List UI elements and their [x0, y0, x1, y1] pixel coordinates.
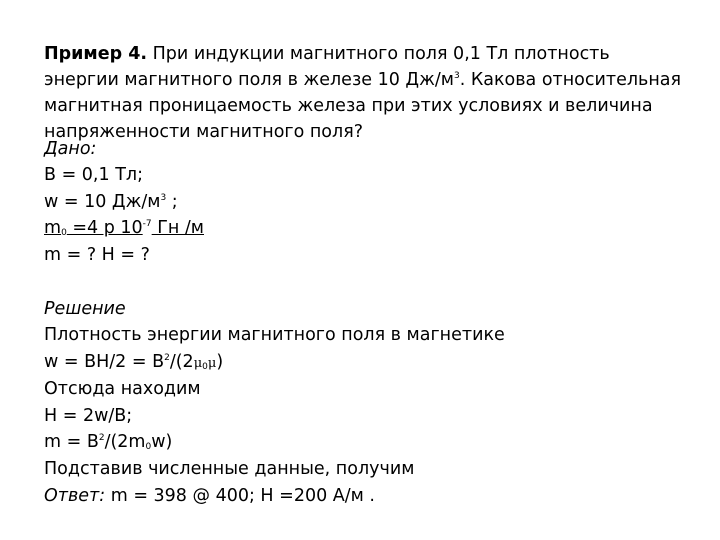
answer-text: m = 398 @ 400; H =200 А/м .: [105, 486, 375, 506]
given-mu0-value: =4 p 10: [66, 218, 143, 238]
m-formula-part-a: m = B: [44, 432, 99, 452]
formula1-mu: μ: [207, 356, 217, 371]
answer-label: Ответ:: [44, 486, 106, 506]
solution-intro: Плотность энергии магнитного поля в магнетике: [44, 325, 505, 345]
formula1-mu0-subscript: 0: [202, 362, 208, 372]
given-unknowns: m = ? H = ?: [44, 245, 150, 265]
given-w-superscript: 3: [160, 193, 167, 203]
formula1-superscript: 2: [164, 353, 170, 363]
given-mu0-exponent: -7: [142, 219, 152, 229]
problem-text: При индукции магнитного поля 0,1 Тл плотность энергии магнитного поля в железе 10 Дж/м: [44, 44, 610, 90]
solution-heading: Решение: [44, 299, 126, 319]
given-mu0-unit: Гн /м: [151, 218, 204, 238]
solution-from-here: Отсюда находим: [44, 379, 201, 399]
m-formula-subscript: 0: [145, 442, 152, 452]
problem-text-superscript: 3: [453, 71, 460, 81]
formula1-part-b: /(2: [169, 352, 194, 372]
m-formula-part-b: /(2m: [104, 432, 146, 452]
formula1-mu0: μ: [193, 356, 203, 371]
given-b-line: B = 0,1 Тл;: [44, 165, 143, 185]
m-formula-superscript: 2: [98, 433, 105, 443]
formula1-part-a: w = BH/2 = B: [44, 352, 165, 372]
given-w-tail: ;: [166, 192, 178, 212]
given-mu0-line: [44, 215, 204, 241]
given-mu0-subscript: 0: [61, 228, 67, 238]
solution-m-formula: [44, 429, 172, 455]
problem-text-end: . Какова относительная магнитная проницаемость железа при этих условиях и величина напряженности магнитного поля?: [44, 70, 682, 142]
formula1-part-c: ): [216, 352, 224, 372]
given-heading: Дано:: [44, 139, 97, 159]
m-formula-part-c: w): [151, 432, 173, 452]
given-w-text: w = 10 Дж/м: [44, 192, 161, 212]
problem-statement: [44, 41, 684, 145]
solution-h-formula: H = 2w/B;: [44, 406, 133, 426]
example-label: Пример 4.: [44, 44, 148, 64]
solution-answer: [44, 483, 375, 509]
given-w-line: [44, 189, 178, 215]
solution-substituting: Подставив численные данные, получим: [44, 459, 415, 479]
given-mu0-symbol: [44, 218, 67, 238]
solution-formula-energy-density: [44, 349, 223, 377]
given-mu0-main: m: [44, 218, 62, 238]
